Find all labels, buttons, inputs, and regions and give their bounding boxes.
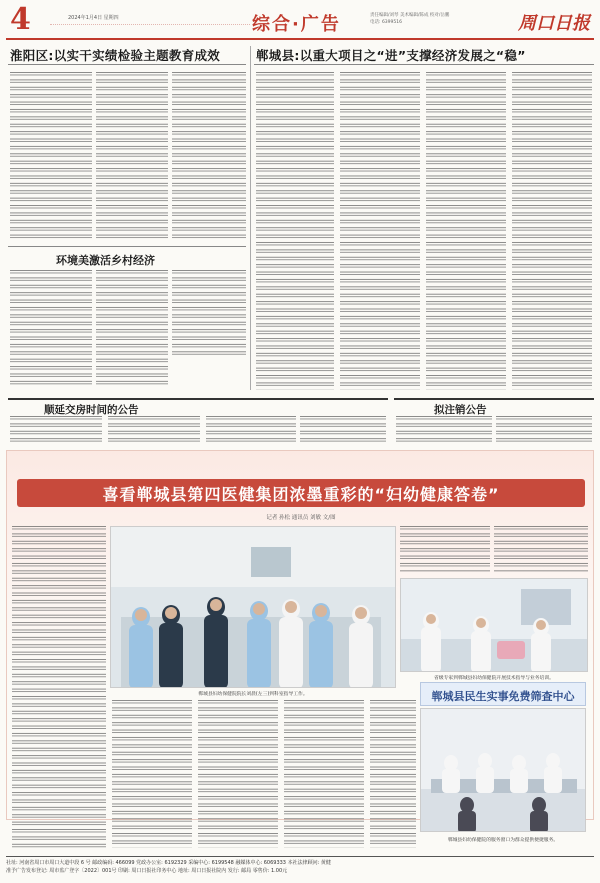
article-text-column [256,72,334,390]
newspaper-logo: 周口日报 [518,13,590,34]
photo-expert-training [400,578,588,672]
feature-title-bar [17,479,585,507]
photo-service-window [420,708,586,832]
editor-line-1: 责任编辑/刘琴 美术编辑/陈成 校对/岳鹏 [370,13,450,18]
headline-dancheng: 郸城县:以重大项目之“进”支撑经济发展之“稳” [256,48,526,63]
footer-line-2: 准予广告发布登记: 周市监广登字〔2022〕001号 印刷: 周口日报社印务中心 地址: 周口日报社院内 发行: 邮局 零售价: 1.00元 [6,868,288,874]
article-text-column [340,72,420,390]
editor-line-2: 电话: 6399516 [370,20,402,25]
notice-title-cancellation: 拟注销公告 [434,404,487,416]
article-text-column [426,72,506,390]
footer-line-1: 社址: 河南省周口市周口大道中段 6 号 邮政编码: 466099 党政办公室: 6192329 采编中心: 6199548 融媒体中心: 6069333 本社法律顾问: 黄健 [6,860,331,866]
screening-center-sign-text: 郸城县民生实事免费筛查中心 [431,690,575,703]
notice-text [108,416,200,444]
photo-hospital-visit-image [111,527,396,688]
article-text-column [96,270,168,388]
notice-text [206,416,296,444]
section-title: 综合·广告 [252,14,341,35]
section-rule [8,246,246,247]
feature-byline: 记者 孙松 通讯员 刘敏 文/图 [266,515,336,521]
issue-date: 2024年1月4日 星期四 [68,15,119,21]
notice-text [300,416,386,444]
article-text-column [10,72,92,240]
headline-huaiyang: 淮阳区:以实干实绩检验主题教育成效 [10,48,221,63]
headline-rule [254,64,594,65]
notice-text [396,416,492,444]
feature-text-column [400,526,490,572]
photo-caption-2: 省级专家到郸城县妇幼保健院开展技术指导与业务培训。 [434,676,554,681]
headline-rule [8,64,246,65]
headline-rural-economy: 环境美激活乡村经济 [56,254,155,267]
photo-hospital-visit [110,526,396,688]
article-text-column [96,72,168,240]
article-text-column [10,270,92,388]
feature-text-column [494,526,588,572]
feature-text-column [12,526,106,848]
page-number: 4 [10,2,31,37]
photo-expert-training-image [401,579,588,672]
photo-caption-1: 郸城县妇幼保健院院长刘晨(左三)到科室指导工作。 [198,692,308,697]
feature-text-column [112,700,192,848]
article-text-column [512,72,592,390]
header-divider [50,24,250,34]
feature-text-column [370,700,416,848]
screening-center-sign [420,682,586,706]
page-footer [6,856,594,878]
article-text-column [172,270,246,356]
photo-service-window-image [421,709,586,832]
notice-title-delivery: 顺延交房时间的公告 [44,404,139,416]
editor-credits [370,12,449,26]
photo-caption-3: 郸城县妇幼保健院的服务窗口为群众提供便捷服务。 [447,838,559,843]
notice-text [496,416,592,444]
page-header [6,4,594,40]
feature-text-column [284,700,364,848]
notice-text [10,416,102,444]
feature-text-column [198,700,278,848]
article-text-column [172,72,246,240]
column-divider [250,46,251,390]
feature-title: 喜看郸城县第四医健集团浓墨重彩的“妇幼健康答卷” [102,485,500,504]
